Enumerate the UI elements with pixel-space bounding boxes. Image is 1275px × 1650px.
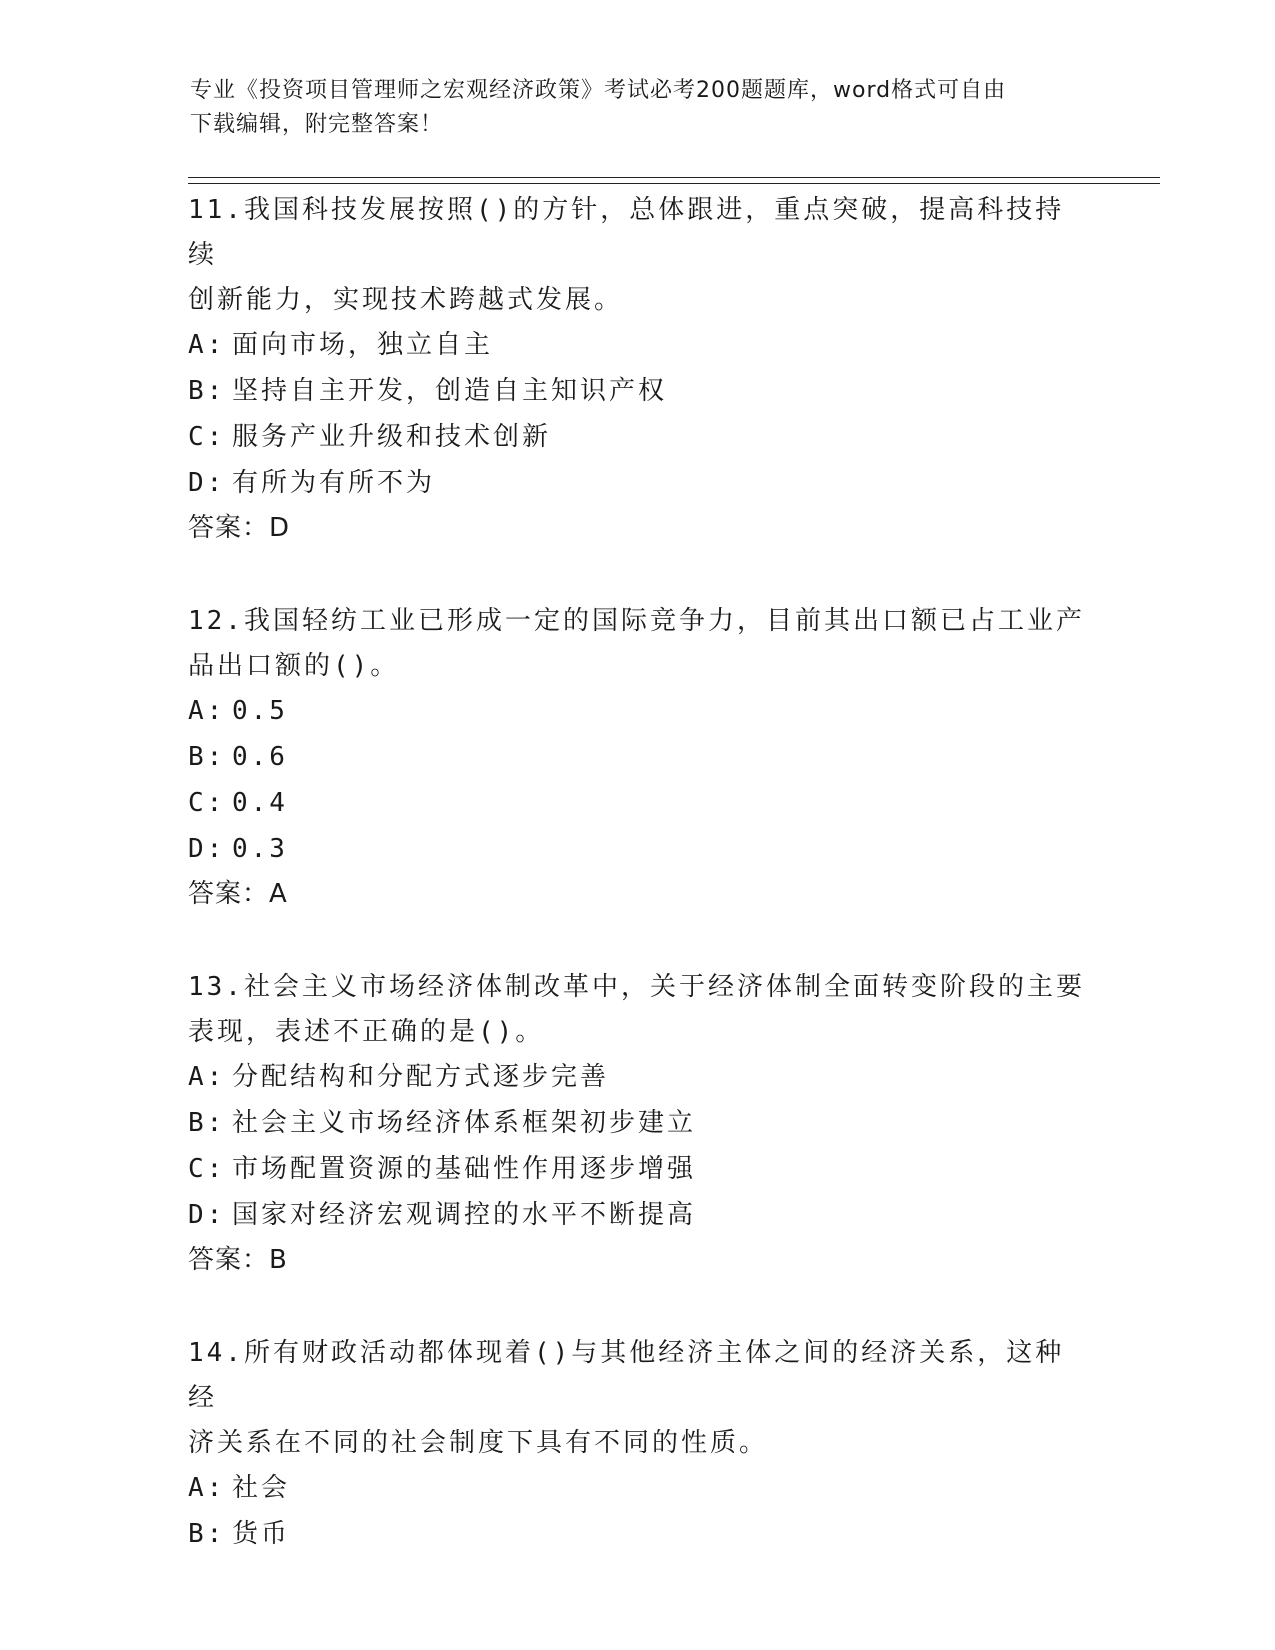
option-b <box>188 1512 1088 1558</box>
option-letter: B: <box>188 742 226 772</box>
answer-line <box>188 1239 1088 1283</box>
question-stem-line-1: 11.我国科技发展按照()的方针，总体跟进，重点突破，提高科技持续 <box>188 195 1065 270</box>
question-13 <box>188 965 1088 1283</box>
question-stem <box>188 965 1088 1055</box>
option-c <box>188 415 1088 461</box>
option-b <box>188 735 1088 781</box>
question-12 <box>188 599 1088 917</box>
option-text: 坚持自主开发，创造自主知识产权 <box>232 376 668 406</box>
answer-line <box>188 873 1088 917</box>
answer-value: B <box>269 1245 288 1275</box>
question-11 <box>188 188 1088 551</box>
answer-label: 答案： <box>188 1245 270 1275</box>
option-a <box>188 323 1088 369</box>
header-line-1: 专业《投资项目管理师之宏观经济政策》考试必考200题题库，word格式可自由 <box>190 78 1007 103</box>
question-stem-line-2: 创新能力，实现技术跨越式发展。 <box>188 285 624 315</box>
question-list <box>188 188 1088 1606</box>
question-stem <box>188 1331 1088 1466</box>
header-line-2: 下载编辑，附完整答案！ <box>190 112 444 137</box>
option-letter: B: <box>188 1108 226 1138</box>
option-text: 有所为有所不为 <box>232 468 436 498</box>
option-text: 面向市场，独立自主 <box>232 330 494 360</box>
question-stem-line-2: 品出口额的()。 <box>188 651 400 681</box>
option-d <box>188 827 1088 873</box>
option-letter: D: <box>188 834 226 864</box>
option-d <box>188 461 1088 507</box>
option-a <box>188 689 1088 735</box>
option-letter: C: <box>188 422 226 452</box>
question-stem <box>188 599 1088 689</box>
answer-line <box>188 507 1088 551</box>
option-text: 国家对经济宏观调控的水平不断提高 <box>232 1200 697 1230</box>
option-text: 市场配置资源的基础性作用逐步增强 <box>232 1154 697 1184</box>
option-text: 服务产业升级和技术创新 <box>232 422 552 452</box>
option-letter: D: <box>188 468 226 498</box>
option-a <box>188 1055 1088 1101</box>
option-text: 0.5 <box>232 696 288 726</box>
answer-value: D <box>269 513 291 543</box>
divider-bottom <box>188 183 1160 184</box>
option-letter: B: <box>188 376 226 406</box>
option-c <box>188 1147 1088 1193</box>
answer-value: A <box>269 879 288 909</box>
option-text: 社会主义市场经济体系框架初步建立 <box>232 1108 697 1138</box>
option-letter: A: <box>188 1473 226 1503</box>
document-header <box>190 74 1090 142</box>
option-d <box>188 1193 1088 1239</box>
question-stem-line-2: 济关系在不同的社会制度下具有不同的性质。 <box>188 1428 769 1458</box>
question-stem-line-1: 13.社会主义市场经济体制改革中，关于经济体制全面转变阶段的主要 <box>188 972 1085 1002</box>
option-letter: C: <box>188 788 226 818</box>
option-text: 0.4 <box>232 788 288 818</box>
option-text: 0.6 <box>232 742 288 772</box>
question-stem-line-1: 14.所有财政活动都体现着()与其他经济主体之间的经济关系，这种经 <box>188 1338 1065 1413</box>
option-b <box>188 369 1088 415</box>
option-letter: A: <box>188 696 226 726</box>
question-stem <box>188 188 1088 323</box>
option-a <box>188 1466 1088 1512</box>
option-letter: D: <box>188 1200 226 1230</box>
option-letter: C: <box>188 1154 226 1184</box>
option-text: 社会 <box>232 1473 291 1503</box>
question-stem-line-1: 12.我国轻纺工业已形成一定的国际竞争力，目前其出口额已占工业产 <box>188 606 1085 636</box>
option-letter: B: <box>188 1519 226 1549</box>
option-c <box>188 781 1088 827</box>
option-b <box>188 1101 1088 1147</box>
answer-label: 答案： <box>188 513 270 543</box>
option-letter: A: <box>188 1062 226 1092</box>
option-text: 货币 <box>232 1519 291 1549</box>
option-letter: A: <box>188 330 226 360</box>
option-text: 0.3 <box>232 834 288 864</box>
question-14 <box>188 1331 1088 1558</box>
answer-label: 答案： <box>188 879 270 909</box>
option-text: 分配结构和分配方式逐步完善 <box>232 1062 610 1092</box>
question-stem-line-2: 表现，表述不正确的是()。 <box>188 1017 545 1047</box>
divider-top <box>188 177 1160 178</box>
